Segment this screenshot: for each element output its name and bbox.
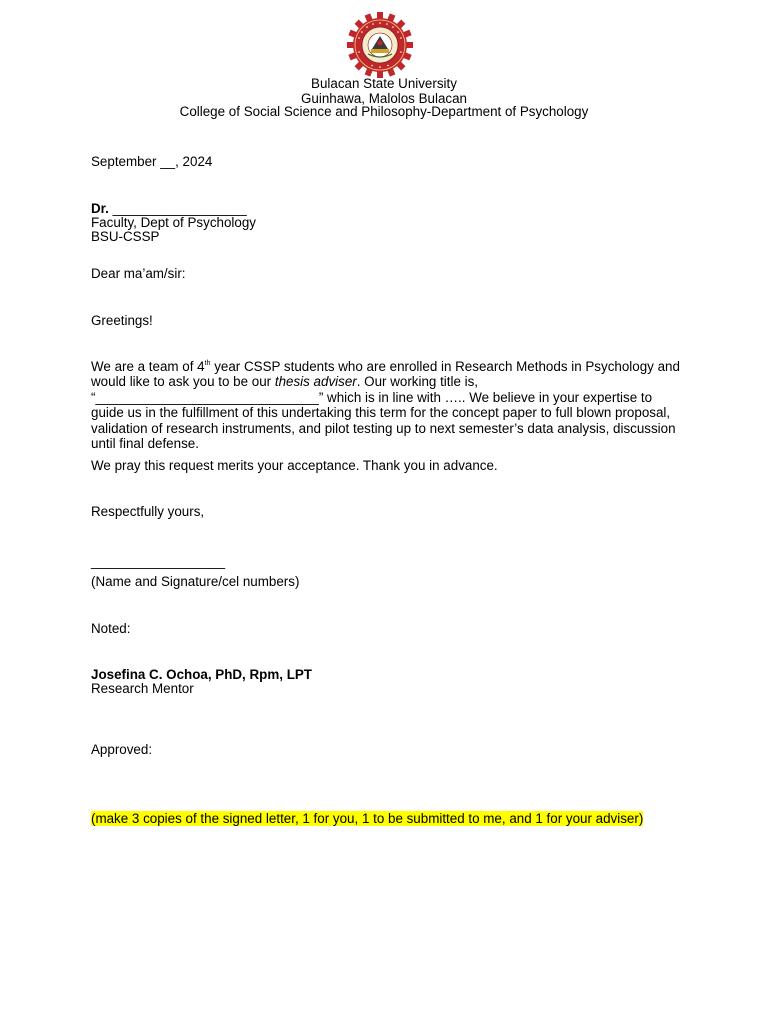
recipient-prefix: Dr. [91,201,109,216]
acceptance-paragraph: We pray this request merits your acceptance. Thank you in advance. [91,458,498,473]
para1-part3: . Our working title is, “______________________________” which is in line with ….. We believe in your expertise to guide us in the fulfillment of this undertaking this term for the concept paper to full blown proposal, validation of research instruments, and pilot testing up to next semester’s data analysis, discussion until final defense. [91,374,676,452]
recipient-position: Faculty, Dept of Psychology [91,215,256,230]
recipient-unit: BSU-CSSP [91,229,160,244]
para1-italic: thesis adviser [274,374,357,390]
para1-part2: year CSSP students who are enrolled in Research Methods in Psychology and would like to ask you to be our [91,359,680,390]
approved-label: Approved: [91,742,153,757]
mentor-title: Research Mentor [91,681,194,696]
university-seal-logo [338,12,422,78]
university-address: Guinhawa, Malolos Bulacan [301,91,467,106]
copies-note-text: (make 3 copies of the signed letter, 1 for you, 1 to be submitted to me, and 1 for your adviser) [91,811,644,826]
greeting: Greetings! [91,313,153,328]
para1-part1: We are a team of 4 [91,359,205,374]
letter-date: September __, 2024 [91,154,213,169]
college-department: College of Social Science and Philosophy-Department of Psychology [179,104,589,119]
closing: Respectfully yours, [91,504,205,519]
para1-superscript: th [204,360,211,367]
recipient-name-blank: __________________ [108,201,247,216]
mentor-name: Josefina C. Ochoa, PhD, Rpm, LPT [91,667,312,682]
copies-note [91,811,671,826]
salutation: Dear ma’am/sir: [91,266,186,281]
noted-label: Noted: [91,621,131,636]
request-paragraph [91,359,687,451]
university-name: Bulacan State University [311,76,457,91]
signature-line: __________________ [91,554,226,569]
signature-caption: (Name and Signature/cel numbers) [91,574,300,589]
